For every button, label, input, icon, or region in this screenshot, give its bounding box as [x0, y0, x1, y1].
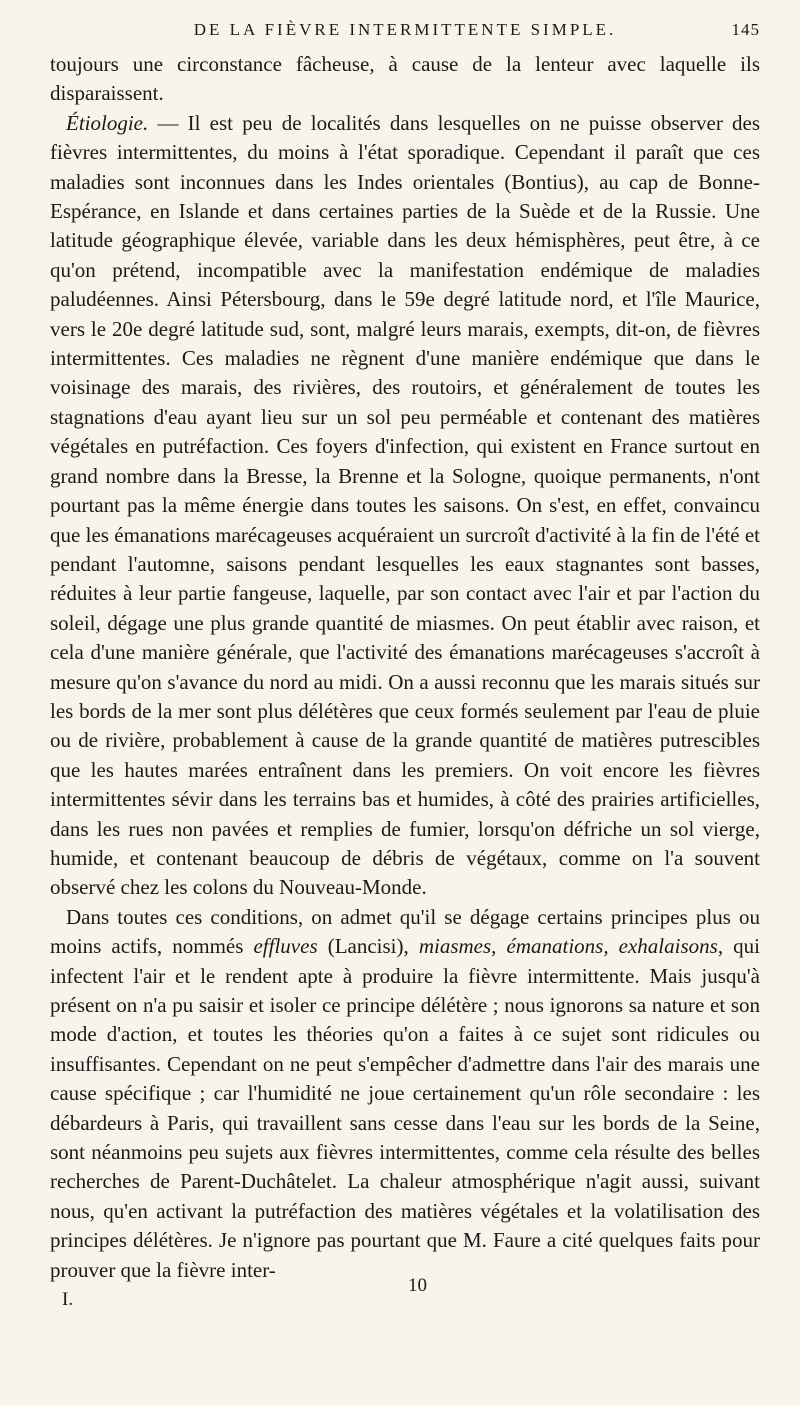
running-head: [50, 12, 760, 48]
paragraph-etiologie-text: — Il est peu de localités dans lesquelles on ne puisse observer des fièvres intermittentes, du moins à l'état sporadique. Cependant il paraît que ces maladies sont inconnues dans les Indes orientales (Bontius), au cap de Bonne-Espérance, en Islande et dans certaines parties de la Suède et de la Russie. Une latitude géographique élevée, variable dans les deux hémisphères, peut être, à ce qu'on prétend, incompatible avec la manifestation endémique de maladies paludéennes. Ainsi Pétersbourg, dans le 59e degré latitude nord, et l'île Maurice, vers le 20e degré latitude sud, sont, malgré leurs marais, exempts, dit-on, de fièvres intermittentes. Ces maladies ne règnent d'une manière endémique que dans le voisinage des marais, des rivières, des routoirs, et généralement de toutes les stagnations d'eau ayant lieu sur un sol peu perméable et contenant des matières végétales en putréfaction. Ces foyers d'infection, qui existent en France surtout en grand nombre dans la Bresse, la Brenne et la Sologne, quoique permanents, n'ont pourtant pas la même énergie dans toutes les saisons. On s'est, en effet, convaincu que les émanations marécageuses acquéraient un surcroît d'activité à la fin de l'été et pendant l'automne, saisons pendant lesquelles les eaux stagnantes sont basses, réduites à leur partie fangeuse, laquelle, par son contact avec l'air et par l'action du soleil, dégage une plus grande quantité de miasmes. On peut établir avec raison, et cela d'une manière générale, que l'activité des émanations marécageuses s'accroît à mesure qu'on s'avance du nord au midi. On a aussi reconnu que les marais situés sur les bords de la mer sont plus délétères que ceux formés seulement par l'eau de pluie ou de rivière, probablement à cause de la grande quantité de matières putrescibles que les hautes marées entraînent dans les premiers. On voit encore les fièvres intermittentes sévir dans les terrains bas et humides, à côté des prairies artificielles, dans les rues non pavées et remplies de fumier, lorsqu'on défriche un sol vierge, humide, et contenant beaucoup de débris de végétaux, comme on l'a souvent observé chez les colons du Nouveau-Monde.: [50, 110, 760, 900]
body-text: [50, 50, 760, 1285]
term-miasmes-emanations-exhalaisons: miasmes, émanations, exhalaisons: [418, 934, 718, 959]
term-effluves: effluves: [253, 934, 318, 959]
gathering-signature: 10: [408, 1275, 427, 1297]
page-footer: [50, 1275, 760, 1313]
page-number: 145: [731, 20, 760, 39]
paragraph-principes-text-c: , qui infectent l'air et le rendent apte à produire la fièvre intermittente. Mais jusqu'à présent on n'a pu saisir et isoler ce principe délétère ; nous ignorons sa nature et son mode d'action, et toutes les théories qu'on a faites à ce sujet sont ridicules ou insuffisantes. Cependant on ne peut s'empêcher d'admettre dans l'air des marais une cause spécifique ; car l'humidité ne joue certainement qu'un rôle secondaire : les débardeurs à Paris, qui travaillent sans cesse dans l'eau sur les bords de la Seine, sont néanmoins peu sujets aux fièvres intermittentes, comme cela résulte des belles recherches de Parent-Duchâtelet. La chaleur atmosphérique n'agit aussi, suivant nous, qu'en activant la putréfaction des matières végétales et la volatilisation des principes délétères. Je n'ignore pas pourtant que M. Faure a cité quelques faits pour prouver que la fièvre inter-: [50, 934, 760, 1282]
paragraph-principes-text-b: (Lancisi),: [317, 934, 419, 959]
paragraph-principes: [50, 903, 760, 1285]
running-head-title: DE LA FIÈVRE INTERMITTENTE SIMPLE.: [193, 20, 617, 39]
paragraph-etiologie: [50, 109, 760, 903]
volume-signature: I.: [62, 1289, 74, 1311]
paragraph-continuation: toujours une circonstance fâcheuse, à cause de la lenteur avec laquelle ils disparaissent.: [50, 52, 760, 106]
section-label-etiologie: Étiologie.: [66, 110, 149, 135]
paragraph-principes-text-a: Dans toutes ces conditions, on admet qu'il se dégage certains principes plus ou moins actifs, nommés: [50, 904, 760, 959]
